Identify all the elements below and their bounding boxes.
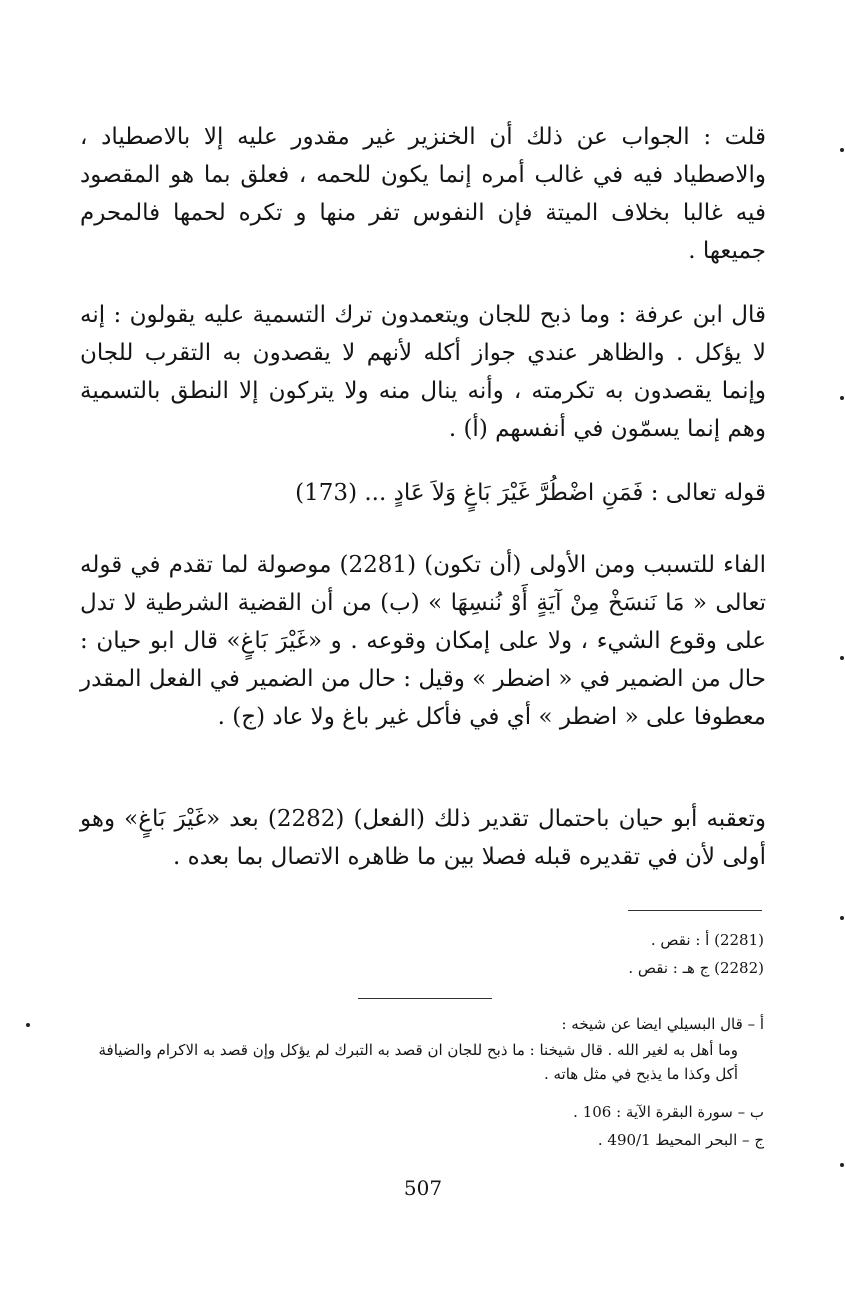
paragraph-2: قال ابن عرفة : وما ذبح للجان ويتعمدون ترك التسمية عليه يقولون : إنه لا يؤكل . والظاهر عندي جواز أكله لأنهم لا يقصدون به التقرب للجان وإنما يقصدون به تكرمته ، وأنه ينال منه ولا يتركون إلا النطق بالتسمية وهم إنما يسمّون في أنفسهم (أ) . xyxy=(80,302,766,442)
note-text: سورة البقرة الآية : 106 . xyxy=(573,1103,733,1121)
paragraph-4: وتعقبه أبو حيان باحتمال تقدير ذلك (الفعل) (2282) بعد «غَيْرَ بَاغٍ» وهو أولى لأن في تقديره قبله فصلا بين ما ظاهره الاتصال بما بعده . xyxy=(80,806,766,870)
note-alif xyxy=(84,1012,764,1036)
note-text: البحر المحيط 490/1 . xyxy=(597,1131,738,1149)
scan-mark xyxy=(840,656,844,660)
note-text: وما أهل به لغير الله . قال شيخنا : ما ذبح للجان ان قصد به التبرك لم يؤكل وإن قصد به الاكرام والضيافة أكل وكذا ما يذبح في مثل هاته . xyxy=(98,1041,738,1083)
note-alif-body xyxy=(84,1038,764,1086)
note-marker: أ – xyxy=(747,1015,764,1033)
note-ba xyxy=(84,1100,764,1124)
footnote-2281: (2281) أ : نقص . xyxy=(650,931,764,949)
scan-mark xyxy=(26,1023,30,1027)
scan-mark xyxy=(840,396,844,400)
note-marker: ج – xyxy=(742,1131,764,1149)
footnote-separator xyxy=(628,910,762,911)
notes-separator xyxy=(358,998,492,999)
scan-mark xyxy=(840,1163,844,1167)
note-text: قال البسيلي ايضا عن شيخه : xyxy=(561,1015,743,1033)
page-number: 507 xyxy=(403,1176,443,1200)
footnote-2282: (2282) ج هـ : نقص . xyxy=(628,959,764,977)
paragraph-1: قلت : الجواب عن ذلك أن الخنزير غير مقدور عليه إلا بالاصطياد ، والاصطياد فيه في غالب أمره إنما يكون للحمه ، فعلق بما هو المقصود فيه غالبا بخلاف الميتة فإن النفوس تفر منها و تكره لحمها فالمحرم جميعها . xyxy=(80,124,766,264)
note-jim xyxy=(84,1128,764,1152)
note-marker: ب – xyxy=(737,1103,764,1121)
scan-mark xyxy=(840,148,844,152)
paragraph-3: الفاء للتسبب ومن الأولى (أن تكون) (2281) موصولة لما تقدم في قوله تعالى « مَا نَنسَخْ مِنْ آيَةٍ أَوْ نُنسِهَا » (ب) من أن القضية الشرطية لا تدل على وقوع الشيء ، ولا على إمكان وقوعه . و «غَيْرَ بَاغٍ» قال ابو حيان : حال من الضمير في « اضطر » وقيل : حال من الضمير في الفعل المقدر معطوفا على « اضطر » أي في فأكل غير باغ ولا عاد (ج) . xyxy=(80,552,766,730)
verse-heading: قوله تعالى : فَمَنِ اضْطُرَّ غَيْرَ بَاغٍ وَلاَ عَادٍ ... (173) xyxy=(295,480,766,506)
scan-mark xyxy=(840,916,844,920)
